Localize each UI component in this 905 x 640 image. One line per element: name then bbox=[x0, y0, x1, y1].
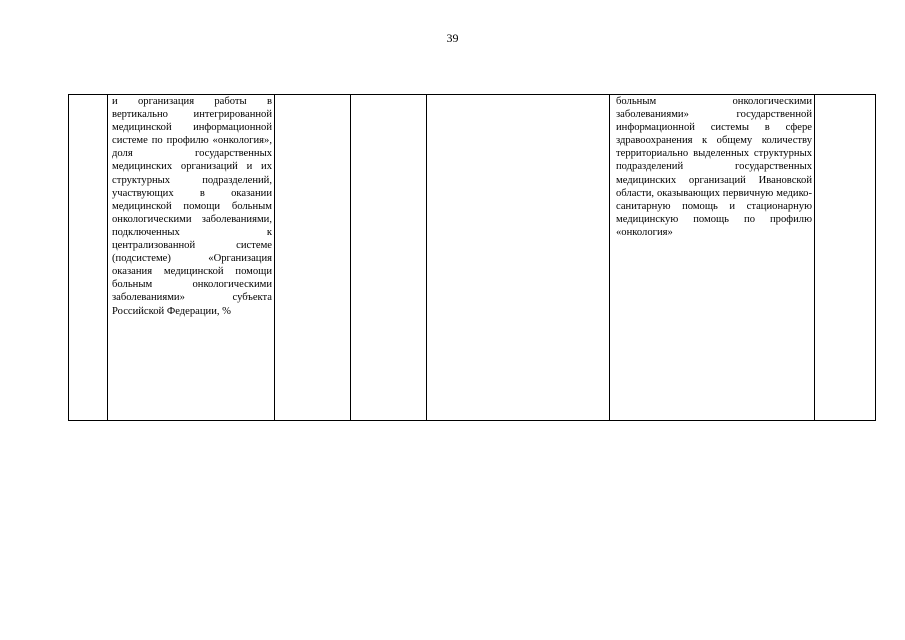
table-cell-indicator-name bbox=[108, 95, 275, 421]
cell-indicator-name-text: и организация работы в вертикально интегрированной медицинской информационной системе по профилю «онкология», доля государственных медицинских организаций и их структурных подразделений, участвующих в оказании медицинской помощи больным онкологическими заболеваниями, подключенных к централизованной системе (подсистеме) «Организация оказания медицинской помощи больным онкологическими заболеваниями» субъекта Российской Федерации, % bbox=[112, 96, 272, 317]
table-cell-method bbox=[610, 95, 815, 421]
table-cell-source bbox=[427, 95, 610, 421]
indicator-table bbox=[68, 94, 876, 421]
table-cell-number bbox=[69, 95, 108, 421]
table-cell-unit bbox=[275, 95, 351, 421]
table-cell-value bbox=[351, 95, 427, 421]
table-row bbox=[69, 95, 876, 421]
table-cell-responsible bbox=[815, 95, 876, 421]
page-number: 39 bbox=[446, 31, 459, 45]
cell-method-text: больным онкологическими заболеваниями» государственной информационной системы в сфере здравоохранения к общему количеству территориально выделенных структурных подразделений государственных медицинских организаций Ивановской области, оказывающих первичную медико-санитарную помощь и стационарную медицинскую помощь по профилю «онкология» bbox=[616, 96, 812, 238]
